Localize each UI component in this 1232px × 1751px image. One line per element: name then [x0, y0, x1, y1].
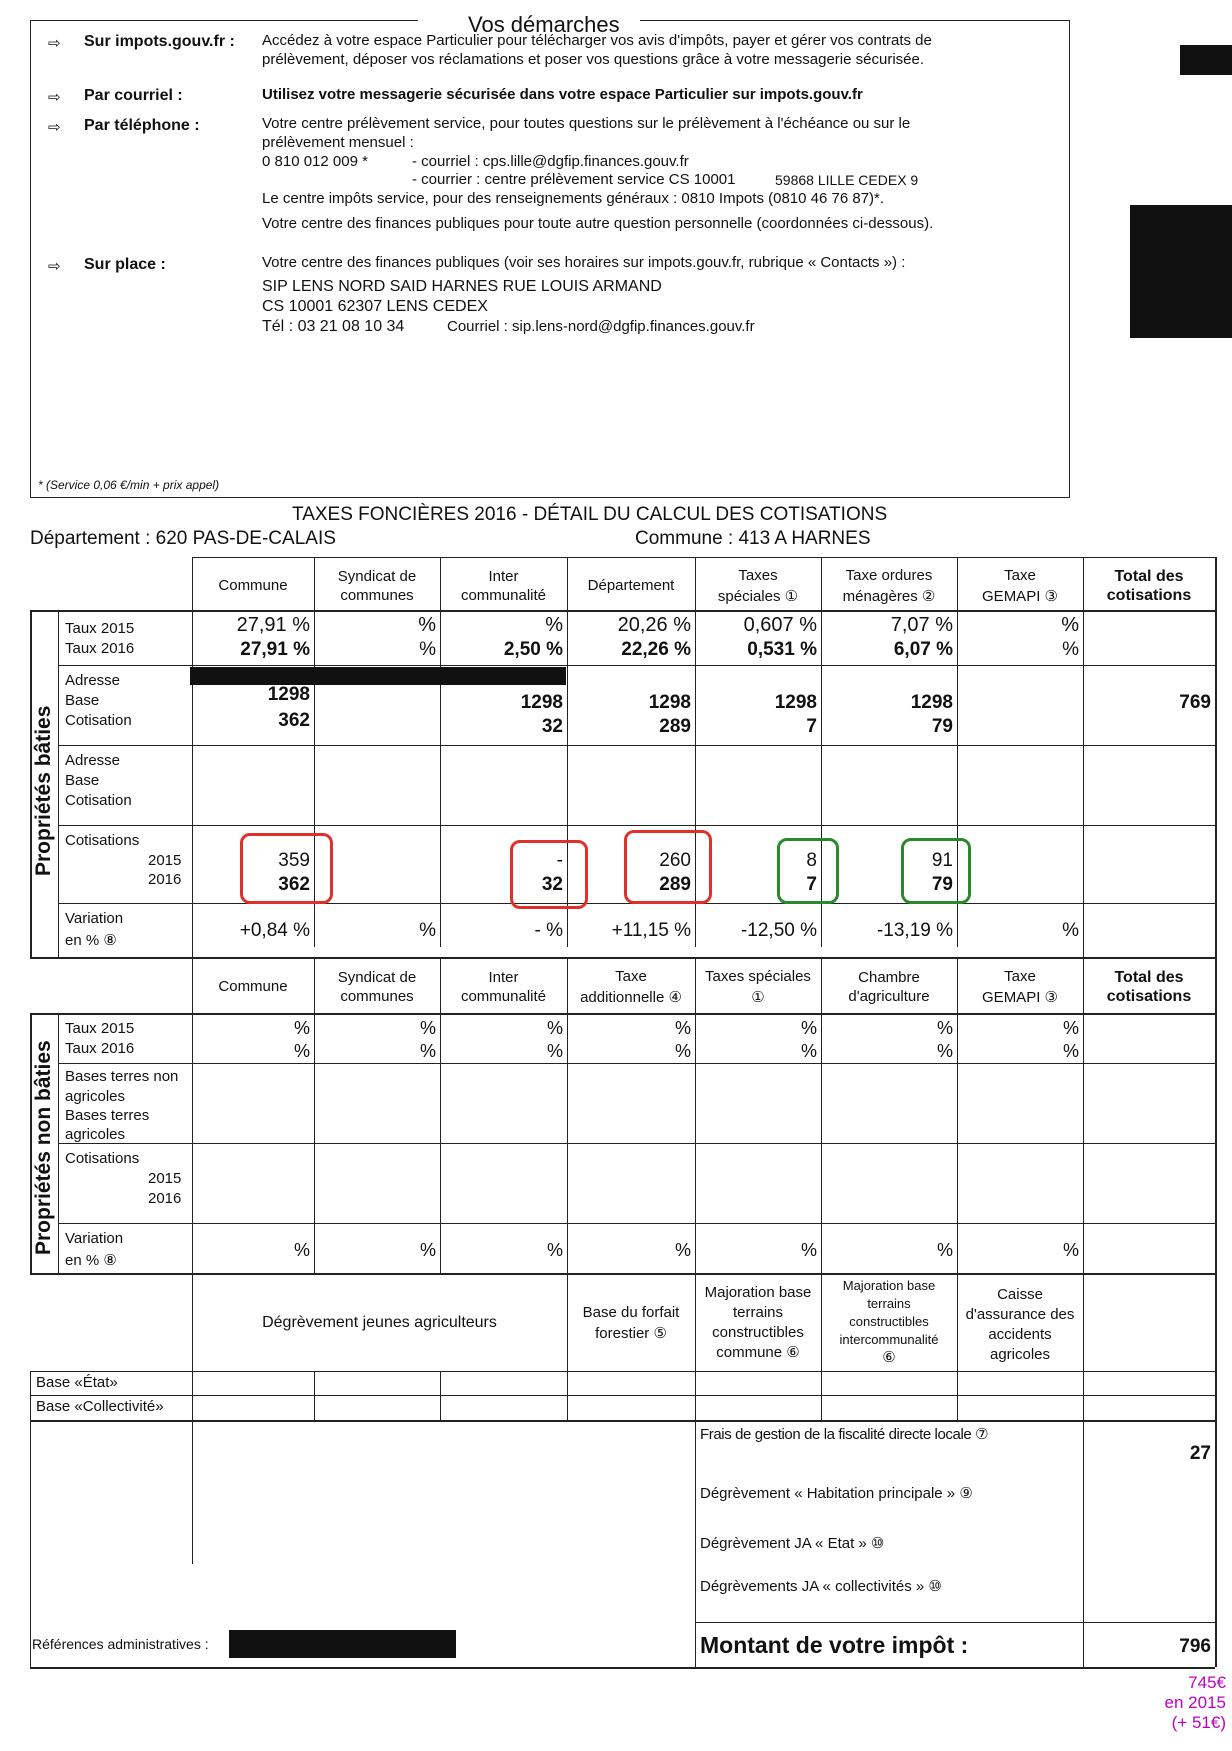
base-collectivite: Base «Collectivité» [36, 1398, 164, 1415]
deg-ja-coll: Dégrèvements JA « collectivités » ⑩ [700, 1578, 942, 1595]
demarches-title: Vos démarches [468, 12, 620, 37]
col-taxe-ordures: Taxe ordures ménagères ② [842, 567, 936, 605]
taux2015-commune: 27,91 % [236, 614, 310, 636]
label-impots: Sur impots.gouv.fr : [84, 33, 235, 50]
total-cotisation1: 769 [1179, 692, 1211, 713]
label-telephone: Par téléphone : [84, 117, 200, 134]
departement: Département : 620 PAS-DE-CALAIS [30, 528, 336, 549]
frais-value: 27 [1189, 1443, 1211, 1464]
arrow-icon: ⇨ [48, 89, 61, 106]
footnote: * (Service 0,06 €/min + prix appel) [38, 478, 220, 492]
highlight-red-commune [240, 833, 333, 904]
arrow-icon: ⇨ [48, 258, 61, 275]
montant-label: Montant de votre impôt : [700, 1632, 969, 1658]
highlight-red-departement [624, 830, 712, 904]
label-courriel: Par courriel : [84, 87, 183, 104]
col-gemapi: Taxe GEMAPI ③ [982, 567, 1058, 605]
col-taxes-speciales: Taxes spéciales ① [717, 567, 799, 605]
col-total: Total des cotisations [1106, 568, 1192, 604]
label-sur-place: Sur place : [84, 256, 166, 273]
side-label-nonbaties: Propriétés non bâties [32, 1040, 55, 1255]
col-intercommunalite: Inter communalité [460, 568, 547, 604]
redaction-mark-side [1130, 205, 1232, 338]
commune: Commune : 413 A HARNES [635, 528, 871, 549]
annotation-2015: 745€ en 2015 (+ 51€) [1164, 1673, 1226, 1732]
col-departement: Département [587, 577, 675, 594]
redaction-mark-top [1180, 45, 1232, 75]
deg-ja-etat: Dégrèvement JA « Etat » ⑩ [700, 1535, 885, 1552]
taxes-title: TAXES FONCIÈRES 2016 - DÉTAIL DU CALCUL DES COTISATIONS [292, 504, 888, 525]
address-redaction [190, 667, 566, 685]
highlight-red-interco [510, 840, 588, 909]
base1-commune: 1298 [267, 684, 310, 705]
highlight-green-speciales [777, 838, 839, 904]
taux2016-commune: 27,91 % [240, 639, 310, 660]
col-commune: Commune [218, 577, 288, 594]
references-admin: Références administratives : [32, 1636, 209, 1652]
deg-habitation: Dégrèvement « Habitation principale » ⑨ [700, 1485, 973, 1502]
cotisation1-commune: 362 [278, 710, 310, 731]
highlight-green-ordures [901, 838, 971, 904]
arrow-icon: ⇨ [48, 119, 61, 136]
deg-jeunes-agri: Dégrèvement jeunes agriculteurs [262, 1314, 497, 1331]
montant-value: 796 [1179, 1636, 1211, 1657]
side-label-baties: Propriétés bâties [32, 705, 55, 876]
col-syndicat: Syndicat de communes [337, 568, 417, 604]
frais-gestion: Frais de gestion de la fiscalité directe locale ⑦ [700, 1426, 989, 1443]
arrow-icon: ⇨ [48, 35, 61, 52]
references-redaction [229, 1630, 456, 1658]
base-etat: Base «État» [36, 1374, 118, 1391]
